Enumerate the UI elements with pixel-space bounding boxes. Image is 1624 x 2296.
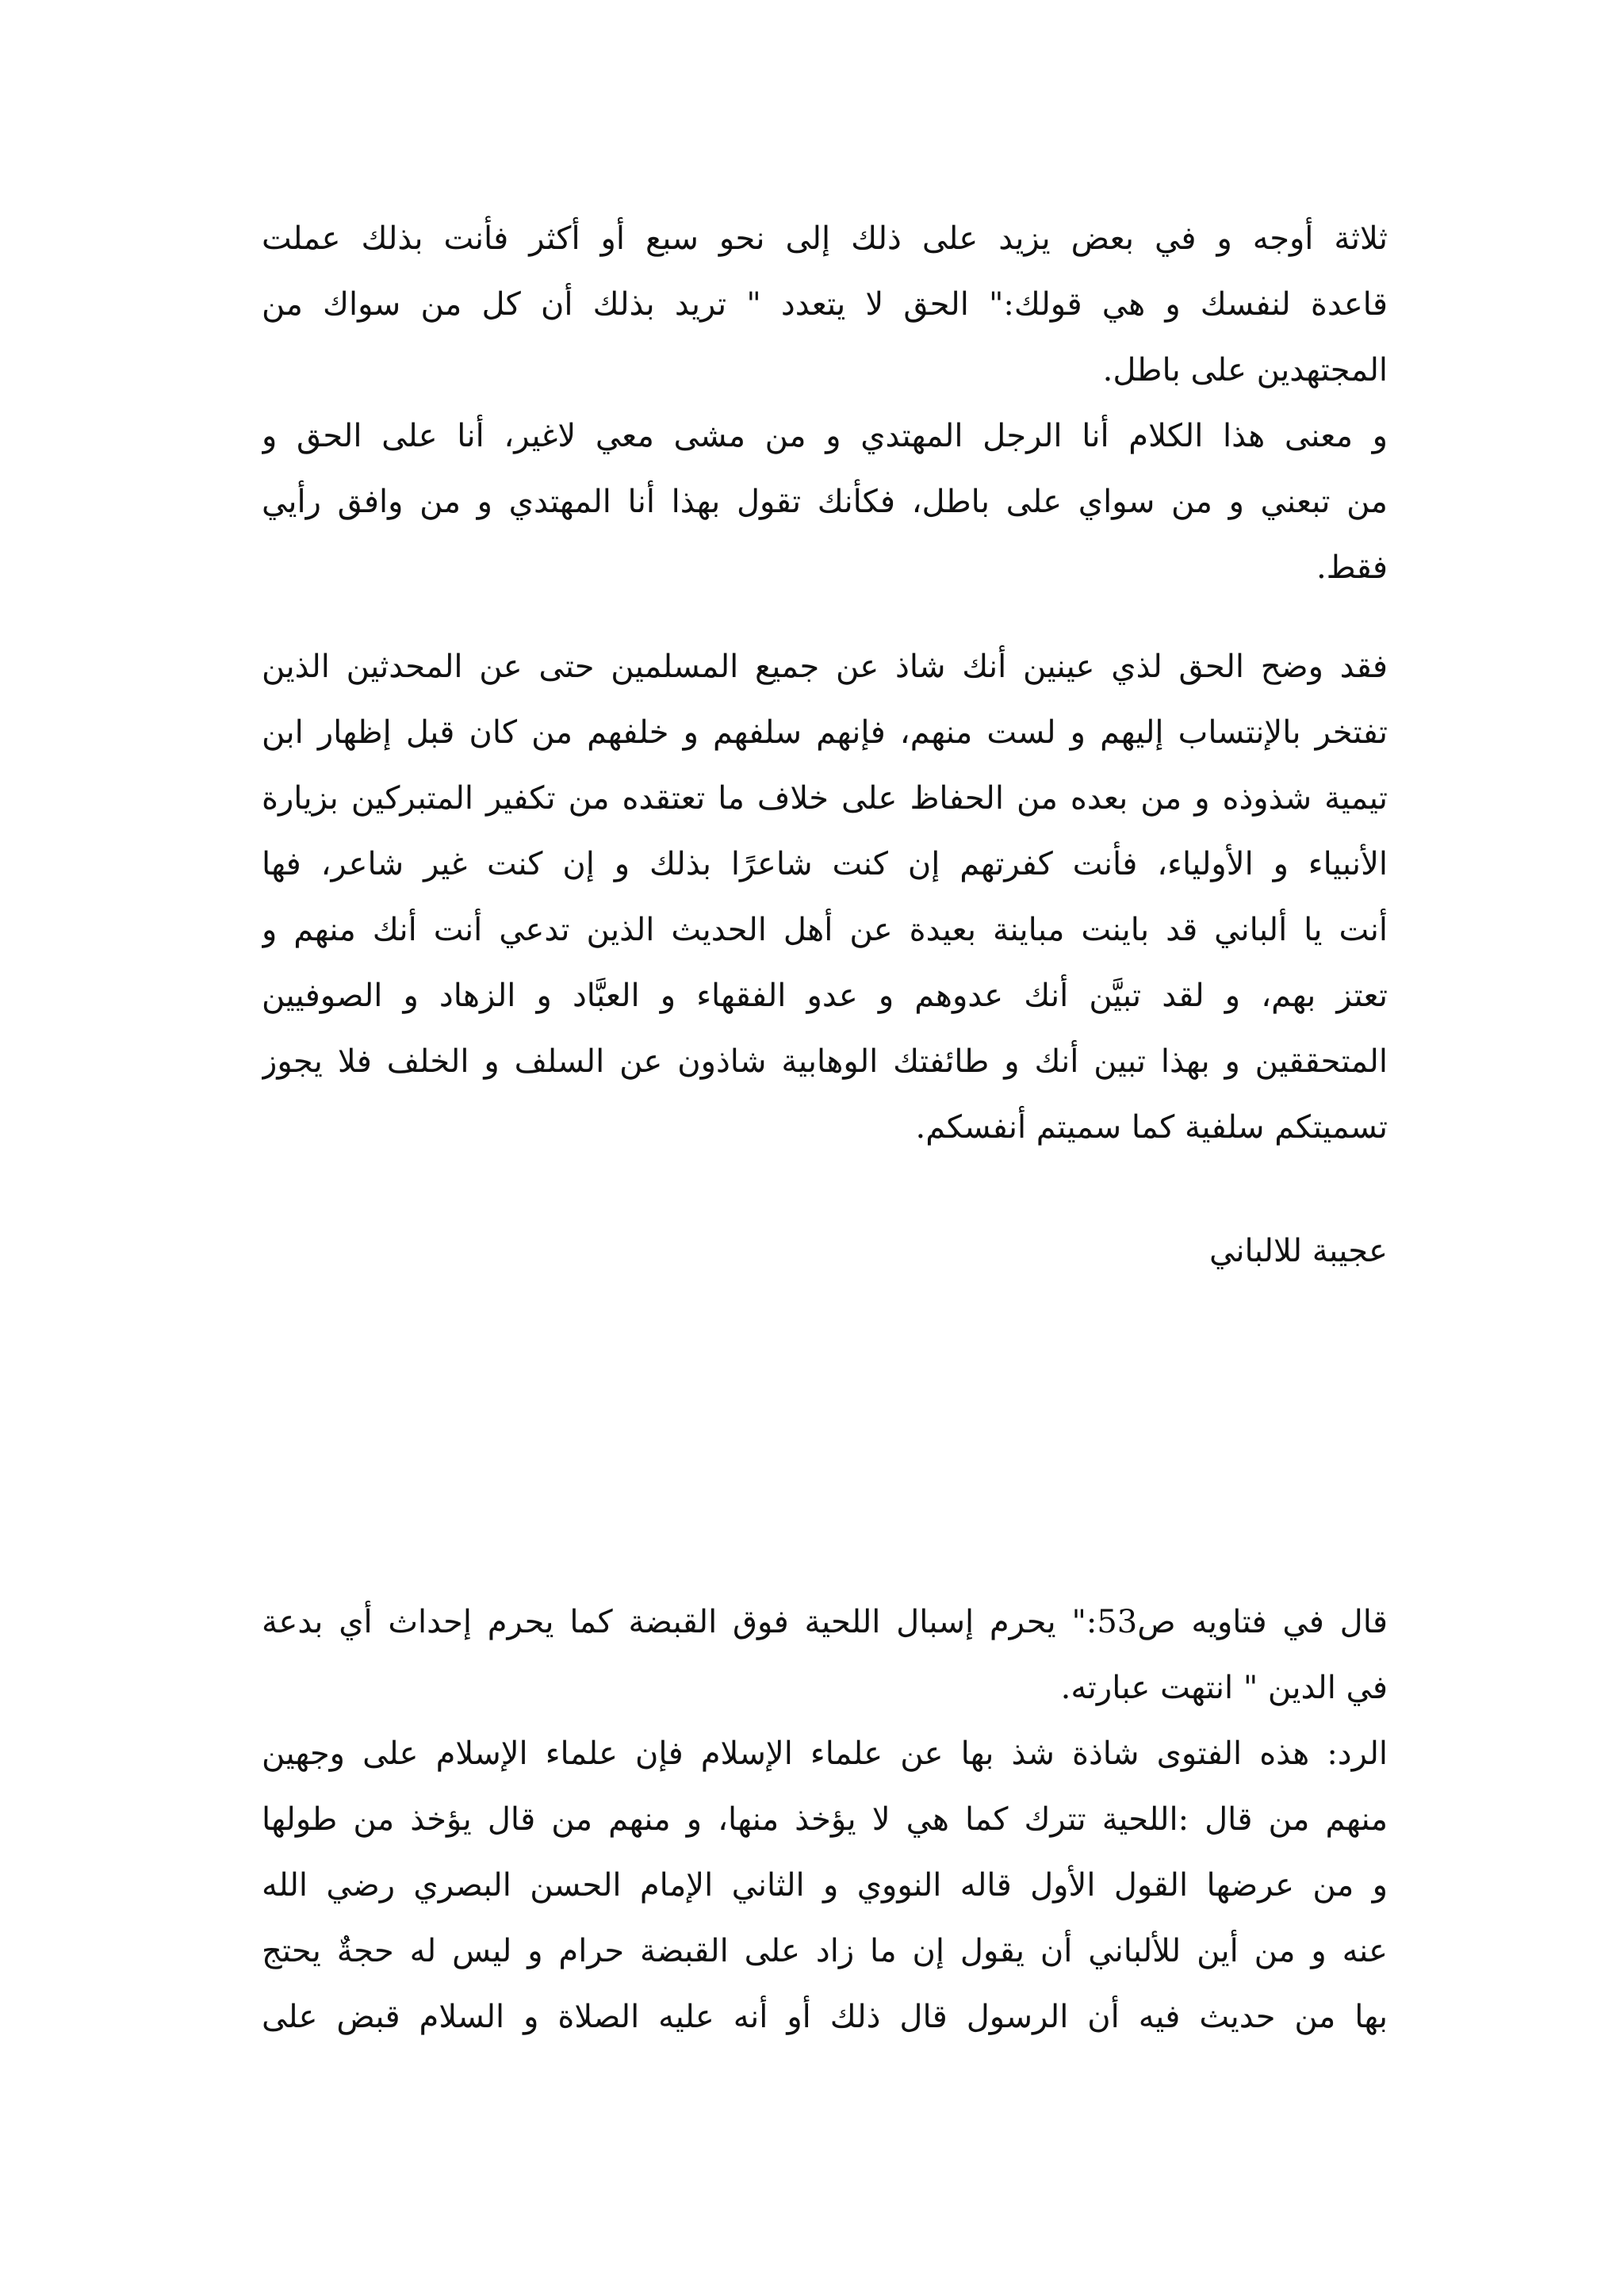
text-line: الأنبياء و الأولياء، فأنت كفرتهم إن كنت شاعرًا بذلك و إن كنت غير شاعر، فها [262, 846, 1388, 882]
text-line: الرد: هذه الفتوى شاذة شذ بها عن علماء الإسلام فإن علماء الإسلام على وجهين [262, 1735, 1388, 1772]
text-line: تفتخر بالإنتساب إليهم و لست منهم، فإنهم سلفهم و خلفهم من كان قبل إظهار ابن [262, 714, 1388, 751]
text-line: فقد وضح الحق لذي عينين أنك شاذ عن جميع المسلمين حتى عن المحدثين الذين [262, 649, 1388, 685]
text-line: منهم من قال :اللحية تترك كما هي لا يؤخذ منها، و منهم من قال يؤخذ من طولها [262, 1801, 1388, 1838]
text-line: قاعدة لنفسك و هي قولك:" الحق لا يتعدد " تريد بذلك أن كل من سواك من [262, 286, 1388, 323]
section-heading: عجيبة للالباني [1209, 1233, 1388, 1269]
text-line: تيمية شذوذه و من بعده من الحفاظ على خلاف ما تعتقده من تكفير المتبركين بزيارة [262, 780, 1388, 817]
paragraph-1 [262, 206, 1388, 601]
text-line: في الدين " انتهت عبارته. [1060, 1670, 1388, 1706]
text-line: من تبعني و من سواي على باطل، فكأنك تقول بهذا أنا المهتدي و من وافق رأيي [262, 484, 1388, 520]
text-line: ثلاثة أوجه و في بعض يزيد على ذلك إلى نحو سبع أو أكثر فأنت بذلك عملت [262, 220, 1388, 257]
text-line: و من عرضها القول الأول قاله النووي و الثاني الإمام الحسن البصري رضي الله [262, 1867, 1388, 1904]
text-line: المجتهدين على باطل. [1102, 352, 1388, 388]
text-line: و معنى هذا الكلام أنا الرجل المهتدي و من مشى معي لاغير، أنا على الحق و [262, 418, 1388, 454]
text-line: فقط. [1316, 549, 1388, 586]
text-line: قال في فتاويه ص53:" يحرم إسبال اللحية فوق القبضة كما يحرم إحداث أي بدعة [262, 1604, 1388, 1640]
text-line: بها من حديث فيه أن الرسول قال ذلك أو أنه عليه الصلاة و السلام قبض على [262, 1999, 1388, 2035]
paragraph-3 [262, 1590, 1388, 2050]
text-line: المتحققين و بهذا تبين أنك و طائفتك الوهابية شاذون عن السلف و الخلف فلا يجوز [262, 1043, 1388, 1080]
text-line: أنت يا ألباني قد باينت مباينة بعيدة عن أهل الحديث الذين تدعي أنت أنك منهم و [262, 912, 1388, 948]
text-line: عنه و من أين للألباني أن يقول إن ما زاد على القبضة حرام و ليس له حجةٌ يحتج [262, 1933, 1388, 1969]
paragraph-2 [262, 634, 1388, 1161]
text-line: تسميتكم سلفية كما سميتم أنفسكم. [915, 1109, 1388, 1146]
text-line: تعتز بهم، و لقد تبيَّن أنك عدوهم و عدو الفقهاء و العبَّاد و الزهاد و الصوفيين [262, 978, 1388, 1014]
